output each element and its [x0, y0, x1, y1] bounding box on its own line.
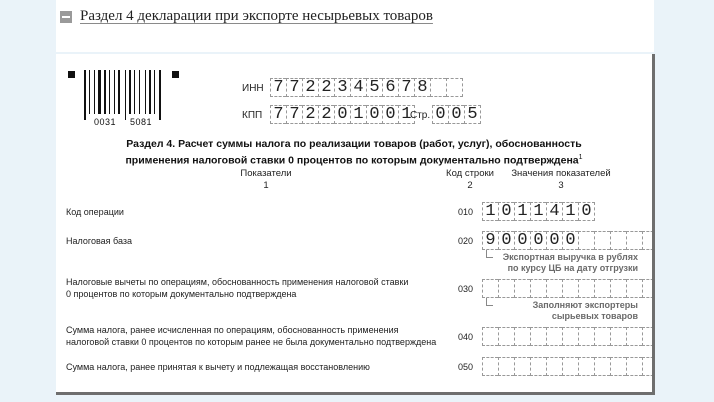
barcode-bar: [94, 70, 95, 114]
restored-deduction-field[interactable]: [482, 357, 655, 376]
digit-cell[interactable]: 0: [498, 202, 514, 221]
digit-cell[interactable]: [578, 231, 594, 250]
digit-cell[interactable]: 0: [366, 105, 382, 124]
barcode-bar: [109, 70, 110, 114]
barcode-number-left: 0031: [94, 117, 117, 127]
previously-calculated-tax-field[interactable]: [482, 327, 655, 346]
digit-cell[interactable]: [642, 357, 655, 376]
barcode-bar: [114, 70, 115, 114]
barcode-bar: [159, 70, 161, 120]
digit-cell[interactable]: 0: [448, 105, 464, 124]
row-code-050: 050: [458, 362, 474, 372]
row-code-030: 030: [458, 284, 474, 294]
digit-cell[interactable]: 9: [482, 231, 498, 250]
digit-cell[interactable]: [446, 78, 463, 97]
row-label-010: Код операции: [66, 207, 124, 217]
digit-cell[interactable]: 1: [350, 105, 366, 124]
operation-code-field[interactable]: [482, 202, 595, 221]
digit-cell[interactable]: 2: [302, 105, 318, 124]
declaration-form: [56, 54, 655, 395]
digit-cell[interactable]: [610, 327, 626, 346]
digit-cell[interactable]: 0: [578, 202, 595, 221]
digit-cell[interactable]: 0: [334, 105, 350, 124]
section-title-line1: Раздел 4. Расчет суммы налога по реализации товаров (работ, услуг), обоснованность: [126, 138, 582, 150]
barcode-bar: [98, 70, 101, 114]
digit-cell[interactable]: [530, 357, 546, 376]
digit-cell[interactable]: 6: [382, 78, 398, 97]
barcode-bar: [89, 70, 90, 114]
article-header: [56, 0, 654, 52]
column-line-code: Код строки 2: [446, 168, 494, 191]
row-code-020: 020: [458, 236, 474, 246]
digit-cell[interactable]: 5: [366, 78, 382, 97]
digit-cell[interactable]: [562, 279, 578, 298]
barcode-number-right: 5081: [130, 117, 153, 127]
digit-cell[interactable]: [594, 279, 610, 298]
digit-cell[interactable]: 2: [318, 78, 334, 97]
digit-cell[interactable]: [530, 327, 546, 346]
digit-cell[interactable]: [498, 357, 514, 376]
kpp-label: КПП: [242, 110, 263, 121]
row-label-040: Сумма налога, ранее исчисленная по операциям, обоснованность применения налоговой ставки 0 процентов по которым ранее не была документально подтверждена: [66, 325, 437, 347]
inn-label: ИНН: [242, 83, 264, 94]
digit-cell[interactable]: 1: [482, 202, 498, 221]
digit-cell[interactable]: 5: [464, 105, 481, 124]
digit-cell[interactable]: 7: [270, 78, 286, 97]
barcode-bar: [139, 70, 140, 114]
digit-cell[interactable]: [562, 357, 578, 376]
digit-cell[interactable]: 1: [514, 202, 530, 221]
digit-cell[interactable]: [626, 327, 642, 346]
barcode-bar: [154, 70, 155, 114]
footnote-mark: 1: [578, 154, 583, 161]
digit-cell[interactable]: 4: [350, 78, 366, 97]
header-title[interactable]: Раздел 4 декларации при экспорте несырьевых товаров: [80, 8, 433, 24]
column-values: Значения показателей 3: [511, 168, 611, 191]
digit-cell[interactable]: 3: [334, 78, 350, 97]
barcode-bar: [125, 70, 126, 120]
digit-cell[interactable]: [482, 279, 498, 298]
digit-cell[interactable]: [578, 357, 594, 376]
page-number-field[interactable]: [432, 105, 481, 124]
digit-cell[interactable]: [546, 327, 562, 346]
digit-cell[interactable]: [610, 231, 626, 250]
barcode-bar: [118, 70, 120, 114]
digit-cell[interactable]: 1: [530, 202, 546, 221]
column-indicators: Показатели 1: [240, 168, 292, 191]
digit-cell[interactable]: 0: [530, 231, 546, 250]
digit-cell[interactable]: [594, 231, 610, 250]
digit-cell[interactable]: 7: [286, 78, 302, 97]
digit-cell[interactable]: [610, 279, 626, 298]
tax-deductions-field[interactable]: [482, 279, 655, 298]
barcode-bar: [84, 70, 86, 120]
digit-cell[interactable]: 4: [546, 202, 562, 221]
digit-cell[interactable]: 1: [398, 105, 415, 124]
section-title-line2: применения налоговой ставки 0 процентов по которым документально подтверждена: [125, 154, 579, 167]
digit-cell[interactable]: [626, 279, 642, 298]
row-label-020: Налоговая база: [66, 236, 132, 246]
digit-cell[interactable]: 7: [398, 78, 414, 97]
digit-cell[interactable]: [626, 357, 642, 376]
corner-marker-left: [68, 71, 75, 78]
note-export: Экспортная выручка в рублях по курсу ЦБ на дату отгрузки: [502, 252, 638, 273]
digit-cell[interactable]: [498, 279, 514, 298]
digit-cell[interactable]: [546, 357, 562, 376]
row-code-040: 040: [458, 332, 474, 342]
digit-cell[interactable]: [610, 357, 626, 376]
digit-cell[interactable]: [514, 327, 530, 346]
digit-cell[interactable]: [594, 357, 610, 376]
digit-cell[interactable]: 7: [286, 105, 302, 124]
digit-cell[interactable]: [642, 279, 655, 298]
barcode-bar: [134, 70, 135, 114]
digit-cell[interactable]: 0: [498, 231, 514, 250]
barcode-bar: [104, 70, 106, 114]
digit-cell[interactable]: [514, 357, 530, 376]
digit-cell[interactable]: 8: [414, 78, 430, 97]
collapse-icon[interactable]: [60, 11, 72, 23]
digit-cell[interactable]: [626, 231, 642, 250]
digit-cell[interactable]: [594, 327, 610, 346]
note-exporters: Заполняют экспортеры сырьевых товаров: [532, 300, 638, 321]
inn-field[interactable]: [270, 78, 463, 97]
digit-cell[interactable]: [578, 327, 594, 346]
digit-cell[interactable]: [514, 279, 530, 298]
digit-cell[interactable]: [546, 279, 562, 298]
digit-cell[interactable]: [642, 327, 655, 346]
barcode: [84, 70, 188, 127]
row-label-050: Сумма налога, ранее принятая к вычету и подлежащая восстановлению: [66, 362, 370, 372]
digit-cell[interactable]: [498, 327, 514, 346]
digit-cell[interactable]: [430, 78, 446, 97]
kpp-field[interactable]: [270, 105, 415, 124]
digit-cell[interactable]: 2: [302, 78, 318, 97]
row-label-030: Налоговые вычеты по операциям, обоснованность применения налоговой ставки 0 процентов по которым документально подтверждена: [66, 277, 409, 299]
digit-cell[interactable]: 2: [318, 105, 334, 124]
digit-cell[interactable]: [482, 357, 498, 376]
tax-base-field[interactable]: [482, 231, 655, 250]
digit-cell[interactable]: [642, 231, 655, 250]
page-label: Стр.: [410, 110, 431, 121]
barcode-bar: [149, 70, 151, 114]
digit-cell[interactable]: 0: [432, 105, 448, 124]
digit-cell[interactable]: [562, 327, 578, 346]
digit-cell[interactable]: 1: [562, 202, 578, 221]
digit-cell[interactable]: [530, 279, 546, 298]
section-title: [68, 138, 640, 168]
digit-cell[interactable]: [578, 279, 594, 298]
digit-cell[interactable]: 0: [514, 231, 530, 250]
digit-cell[interactable]: 7: [270, 105, 286, 124]
digit-cell[interactable]: 0: [382, 105, 398, 124]
digit-cell[interactable]: [482, 327, 498, 346]
row-code-010: 010: [458, 207, 474, 217]
barcode-bar: [145, 70, 146, 114]
barcode-bar: [129, 70, 131, 114]
digit-cell[interactable]: 0: [546, 231, 562, 250]
digit-cell[interactable]: 0: [562, 231, 578, 250]
